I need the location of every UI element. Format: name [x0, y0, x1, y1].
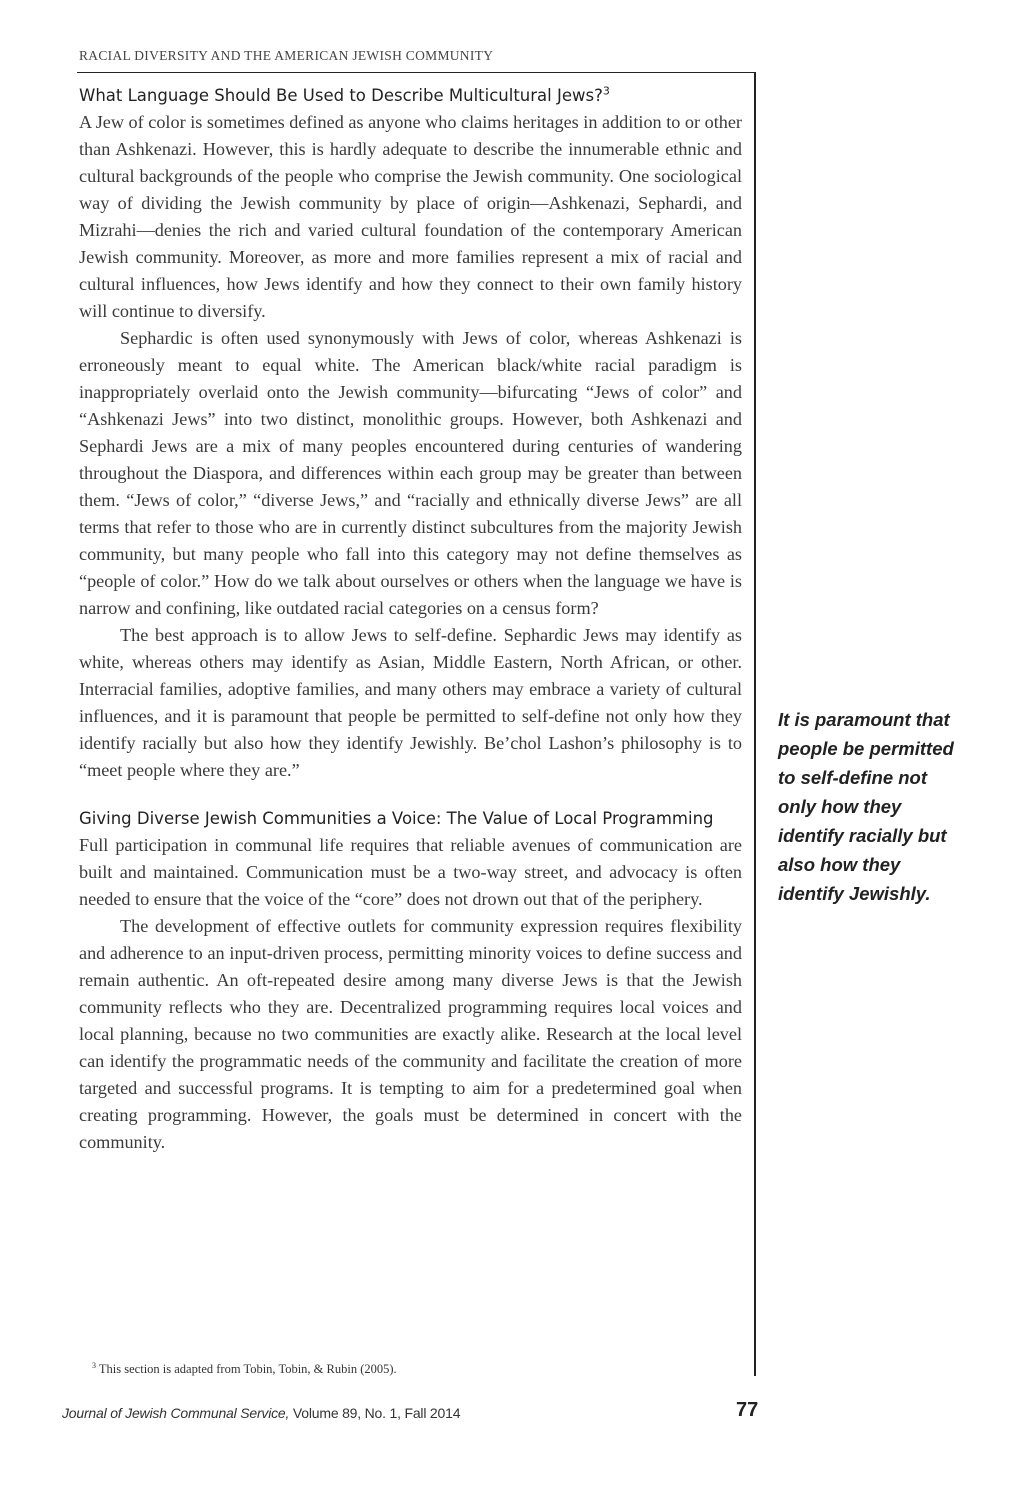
paragraph: Sephardic is often used synonymously with Jews of color, whereas Ashkenazi is erroneously meant to equal white. The American black/white racial paradigm is inappropriately overlaid onto the Jewish community—bifurcating “Jews of color” and “Ashkenazi Jews” into two distinct, monolithic groups. However, both Ashkenazi and Sephardi Jews are a mix of many peoples encountered during centuries of wandering throughout the Diaspora, and differences within each group may be greater than between them. “Jews of color,” “diverse Jews,” and “racially and ethnically diverse Jews” are all terms that refer to those who are in currently distinct subcultures from the majority Jewish community, but many people who fall into this category may not define themselves as “people of color.” How do we talk about ourselves or others when the language we have is narrow and confining, like outdated racial categories on a census form? [79, 328, 742, 618]
section-heading-language-text: What Language Should Be Used to Describe Multicultural Jews? [79, 86, 603, 105]
paragraph: The best approach is to allow Jews to self-define. Sephardic Jews may identify as white, whereas others may identify as Asian, Middle Eastern, North African, or other. Interracial families, adoptive families, and many others may embrace a variety of cultural influences, and it is paramount that people be permitted to self-define not only how they identify racially but also how they identify Jewishly. Be’chol Lashon’s philosophy is to “meet people where they are.” [79, 625, 742, 780]
footnote-text: This section is adapted from Tobin, Tobin, & Rubin (2005). [98, 1362, 397, 1377]
main-column [79, 83, 742, 1156]
footnote-marker: 3 [92, 1361, 96, 1370]
running-head: RACIAL DIVERSITY AND THE AMERICAN JEWISH COMMUNITY [79, 48, 494, 63]
paragraph: A Jew of color is sometimes defined as anyone who claims heritages in addition to or other than Ashkenazi. However, this is hardly adequate to describe the innumerable ethnic and cultural backgrounds of the people who comprise the Jewish community. One sociological way of dividing the Jewish community by place of origin—Ashkenazi, Sephardi, and Mizrahi—denies the rich and varied cultural foundation of the contemporary American Jewish community. Moreover, as more and more families represent a mix of racial and cultural influences, how Jews identify and how they connect to their own family history will continue to diversify. [79, 112, 742, 321]
journal-details: Volume 89, No. 1, Fall 2014 [289, 1405, 461, 1421]
page-number: 77 [736, 1399, 759, 1421]
header-rule [77, 72, 755, 73]
journal-citation [62, 1405, 460, 1421]
footnote-reference: 3 [602, 84, 610, 98]
pull-quote: It is paramount that people be permitted to self-define not only how they identify racially but also how they identify Jewishly. [778, 709, 954, 904]
paragraph: The development of effective outlets for community expression requires flexibility and adherence to an input-driven process, permitting minority voices to define success and remain authentic. An oft-repeated desire among many diverse Jews is that the Jewish community reflects who they are. Decentralized programming requires local voices and local planning, because no two communities are exactly alike. Research at the local level can identify the programmatic needs of the community and facilitate the creation of more targeted and successful programs. It is tempting to aim for a predetermined goal when creating programming. However, the goals must be determined in concert with the community. [79, 916, 742, 1152]
section-heading-local-programming: Giving Diverse Jewish Communities a Voice: The Value of Local Programming [79, 809, 714, 828]
column-divider-rule [754, 72, 756, 1376]
section-heading-language [79, 83, 742, 109]
paragraph: Full participation in communal life requires that reliable avenues of communication are built and maintained. Communication must be a two-way street, and advocacy is often needed to ensure that the voice of the “core” does not drown out that of the periphery. [79, 835, 742, 909]
journal-title: Journal of Jewish Communal Service, [62, 1405, 290, 1421]
footnote [92, 1361, 397, 1377]
